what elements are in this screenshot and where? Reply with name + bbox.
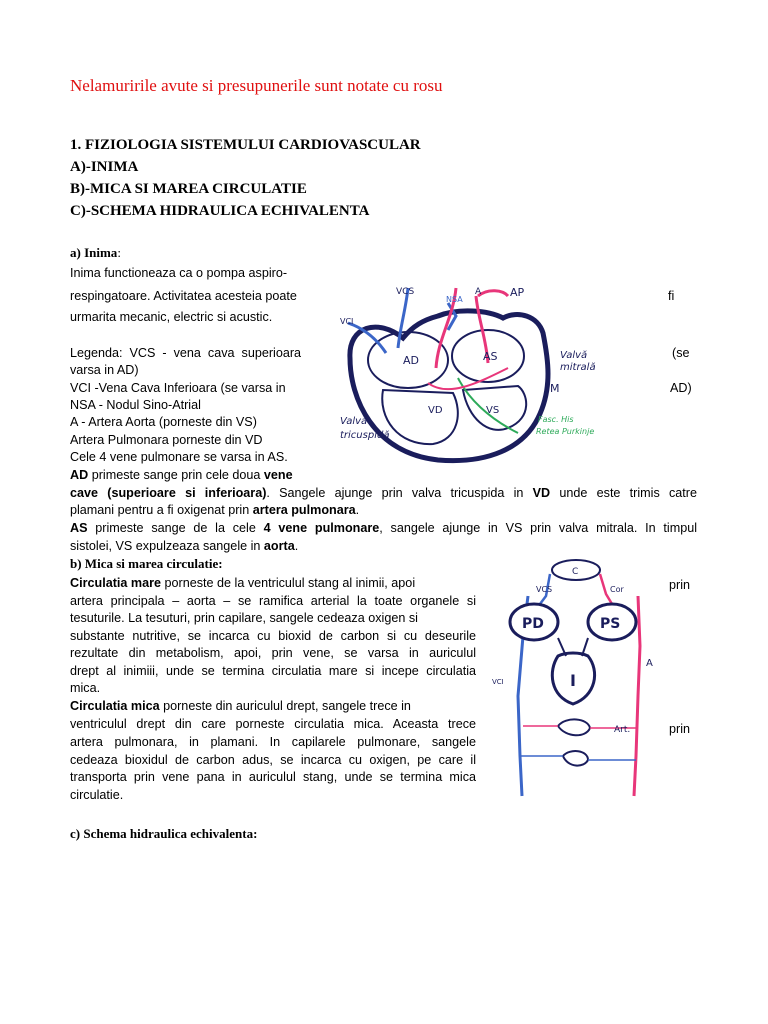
ap-artery (478, 291, 508, 296)
section-c-title: c) Schema hidraulica echivalenta: (70, 826, 258, 841)
label-fasc-1: Fasc. His (538, 415, 574, 424)
label-nsa: NSA (446, 295, 463, 304)
organ-lower-1 (558, 719, 590, 735)
cap-2 (521, 756, 636, 760)
label-cor: Cor (610, 585, 624, 594)
section-b-title: b) Mica si marea circulatie: (70, 556, 223, 571)
intro-line-1: Inima functioneaza ca o pompa aspiro- (70, 266, 288, 280)
legend-line-7: Cele 4 vene pulmonare se varsa in AS. (70, 450, 288, 464)
p1-line-7: mica. (70, 681, 101, 695)
legend-line-1: Legenda: VCS - vena cava superioara (70, 346, 302, 360)
label-vcs: VCS (536, 585, 553, 594)
p1-prin: prin (669, 578, 690, 592)
ad-line-3: plamani pentru a fi oxigenat prin artera pulmonara. (70, 503, 360, 517)
p1-line-3: tesuturile. La tesuturi, prin capilare, sangele cedeaza oxigen si (70, 611, 418, 625)
label-ap: AP (510, 286, 525, 299)
label-vcs: VCS (396, 287, 415, 297)
p2-line-2: ventriculul drept din care porneste circulatia mica. Aceasta trece (70, 717, 476, 731)
heading-2: A)-INIMA (70, 159, 139, 175)
circulation-diagram (488, 556, 668, 800)
as-line-2: sistolei, VS expulzeaza sangele in aorta. (70, 539, 299, 553)
p1-line-2: artera principala – aorta – se ramifica arterial la toate organele si (70, 594, 476, 608)
label-c: C (572, 567, 579, 577)
p2-line-3: artera pulmonara, in plamani. In capilarele pulmonare, sangele (70, 735, 476, 749)
label-vd: VD (428, 405, 443, 416)
p1-line-4: substante nutritive, se incarca cu bioxid de carbon si cu deseurile (70, 629, 476, 643)
label-i: I (570, 671, 576, 690)
label-vci: VCI (340, 317, 354, 326)
p2-line-1: Circulatia mica porneste din auriculul drept, sangele trece in (70, 699, 411, 713)
label-valva-mitrala-1: Valvă (560, 350, 588, 361)
p2-prin: prin (669, 722, 690, 736)
annotation-note: Nelamuririle avute si presupunerile sunt notate cu rosu (70, 76, 443, 95)
label-ps: PS (600, 616, 621, 632)
legend-se: (se (672, 346, 690, 360)
legend-line-4: NSA - Nodul Sino-Atrial (70, 398, 201, 412)
label-valva-mitrala-2: mitrală (560, 362, 596, 373)
label-art: Art. (614, 725, 631, 735)
label-vs: VS (486, 405, 500, 416)
heading-3: B)-MICA SI MAREA CIRCULATIE (70, 181, 307, 197)
label-pd: PD (522, 616, 544, 632)
organ-lower-2 (563, 751, 588, 766)
p1-line-1: Circulatia mare porneste de la ventriculul stang al inimii, apoi (70, 576, 416, 590)
as-line-1: AS primeste sange de la cele 4 vene pulmonare, sangele ajunge in VS prin valva mitrala. In timpul (70, 521, 697, 535)
intro-fi: fi (668, 289, 675, 303)
intro-line-2: respingatoare. Activitatea acesteia poate (70, 289, 297, 303)
p1-line-6: drept al inimiii, unde se termina circulatia mare si incepe circulatia (70, 664, 476, 678)
label-a: A (646, 658, 653, 669)
ad-line-1: AD primeste sange prin cele doua vene (70, 468, 293, 482)
p1-line-5: rezultate din metabolism, apoi, prin vene, se varsa in auriculul (70, 646, 476, 660)
label-m: M (550, 382, 560, 395)
ad-line-2: cave (superioare si inferioara). Sangele ajunge prin valva tricuspida in VD unde este trimis catre (70, 486, 697, 500)
p2-line-6: circulatie. (70, 788, 124, 802)
section-a-title: a) Inima: (70, 245, 121, 260)
label-a: A (475, 287, 482, 297)
p2-line-4: cedeaza bioxidul de carbon adus, se incarca cu oxigen, pe care il (70, 753, 476, 767)
label-as: AS (483, 350, 498, 363)
heading-1: 1. FIZIOLOGIA SISTEMULUI CARDIOVASCULAR (70, 137, 421, 153)
legend-line-2: varsa in AD) (70, 363, 139, 377)
chamber-vd (382, 390, 458, 444)
legend-line-6: Artera Pulmonara porneste din VD (70, 433, 263, 447)
legend-line-5: A - Artera Aorta (porneste din VS) (70, 415, 257, 429)
heading-4: C)-SCHEMA HIDRAULICA ECHIVALENTA (70, 203, 370, 219)
legend-ad: AD) (670, 381, 692, 395)
label-vci: VCI (492, 678, 504, 686)
legend-line-3: VCI -Vena Cava Inferioara (se varsa in (70, 381, 286, 395)
label-valva-tri-1: Valvă (340, 416, 368, 427)
label-valva-tri-2: tricuspidă (340, 430, 390, 441)
intro-line-3: urmarita mecanic, electric si acustic. (70, 310, 273, 324)
label-ad: AD (403, 354, 419, 367)
heart-diagram (338, 268, 668, 470)
label-fasc-2: Retea Purkinje (536, 427, 595, 436)
p2-line-5: transporta prin vene pana in auriculul stang, unde se termina mica (70, 770, 476, 784)
